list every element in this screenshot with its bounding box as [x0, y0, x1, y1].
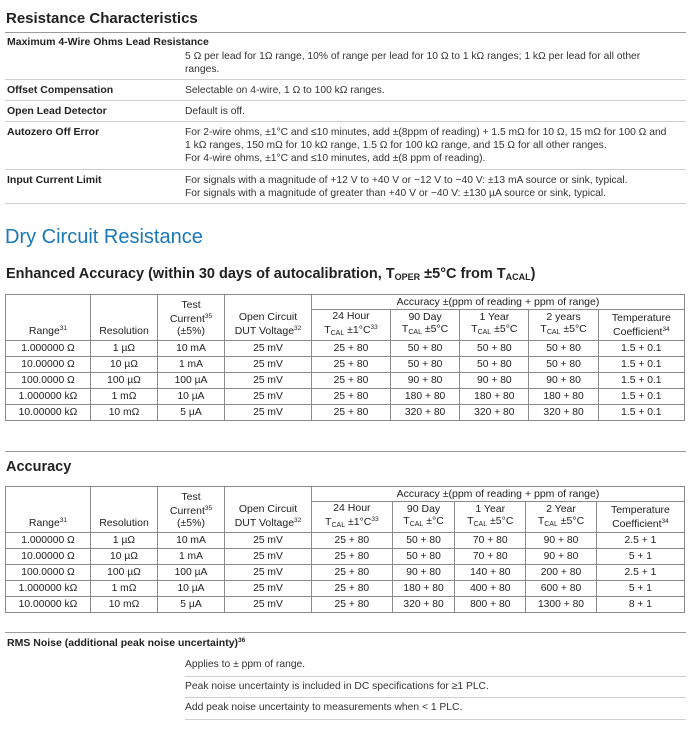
row-divider — [5, 79, 686, 80]
table-cell: 100.0000 Ω — [6, 565, 91, 581]
table-cell: 140 + 80 — [455, 565, 526, 581]
header-text: 1 Year — [475, 503, 506, 515]
table-cell: 25 + 80 — [312, 389, 391, 405]
heading-text: ) — [530, 266, 536, 282]
col-header-open-circuit — [225, 487, 312, 533]
table-row — [6, 405, 685, 421]
table-cell: 320 + 80 — [529, 405, 598, 421]
spec-line: Selectable on 4-wire, 1 Ω to 100 kΩ ranges. — [185, 85, 385, 96]
table-cell: 5 µA — [158, 597, 225, 613]
header-text: T — [401, 323, 409, 335]
col-group-accuracy: Accuracy ±(ppm of reading + ppm of range) — [312, 487, 685, 502]
header-subscript: CAL — [331, 522, 346, 529]
enhanced-accuracy-heading — [6, 266, 535, 282]
table-row — [6, 533, 685, 549]
rms-noise-line: Add peak noise uncertainty to measurements when < 1 PLC. — [185, 702, 463, 713]
footnote-ref: 32 — [294, 517, 302, 524]
table-cell: 50 + 80 — [392, 549, 455, 565]
table-cell: 10.00000 kΩ — [6, 597, 91, 613]
row-divider — [185, 697, 686, 698]
table-cell: 1 mA — [158, 549, 225, 565]
table-cell: 180 + 80 — [390, 389, 459, 405]
col-group-accuracy: Accuracy ±(ppm of reading + ppm of range) — [312, 295, 685, 310]
header-text: ±5°C — [560, 323, 587, 335]
footnote-ref: 31 — [59, 517, 68, 524]
table-cell: 1.5 + 0.1 — [598, 341, 684, 357]
table-cell: 25 + 80 — [312, 565, 393, 581]
header-text: ±5°C — [421, 323, 449, 335]
table-cell: 10 µA — [158, 581, 225, 597]
header-text: Test — [181, 491, 201, 503]
table-cell: 1 µΩ — [91, 533, 158, 549]
header-text: Range — [28, 325, 60, 337]
table-cell: 10 mΩ — [91, 405, 158, 421]
table-row — [6, 581, 685, 597]
spec-line: 1 kΩ ranges, 150 mΩ for 10 kΩ range, 1.5 Ω for 100 kΩ range, and 15 Ω for all other ranges. — [185, 140, 607, 151]
spec-line: For 2-wire ohms, ±1°C and ≤10 minutes, add ±(8ppm of reading) + 1.5 mΩ for 10 Ω, 15 mΩ for 100 Ω and — [185, 127, 667, 138]
table-cell: 90 + 80 — [526, 549, 597, 565]
table-row — [6, 373, 685, 389]
table-cell: 50 + 80 — [392, 533, 455, 549]
table-cell: 25 + 80 — [312, 597, 393, 613]
spec-label-autozero: Autozero Off Error — [7, 126, 100, 138]
header-text: 1 Year — [479, 311, 510, 323]
spec-value-offset-compensation — [185, 84, 685, 97]
spec-line: 5 Ω per lead for 1Ω range, 10% of range per lead for 10 Ω to 1 kΩ ranges; 1 kΩ per lead for all other — [185, 51, 641, 62]
header-text: T — [471, 323, 478, 335]
table-cell: 1.5 + 0.1 — [598, 373, 684, 389]
table-cell: 50 + 80 — [390, 357, 459, 373]
table-cell: 90 + 80 — [392, 565, 455, 581]
header-text: Resolution — [99, 325, 149, 337]
spec-line: For signals with a magnitude of greater than +40 V or −40 V: ±130 µA source or sink, typical. — [185, 188, 607, 199]
header-text: Resolution — [99, 517, 149, 529]
table-cell: 1300 + 80 — [526, 597, 597, 613]
header-text: ±1°C — [345, 516, 372, 528]
spec-line: ranges. — [185, 64, 220, 75]
col-header-test-current — [158, 295, 225, 341]
divider — [5, 32, 686, 33]
footnote-ref: 35 — [204, 313, 213, 320]
header-text: ±1°C — [344, 324, 371, 336]
table-cell: 1 mA — [158, 357, 225, 373]
rms-noise-line: Peak noise uncertainty is included in DC specifications for ≥1 PLC. — [185, 681, 489, 692]
rms-noise-line: Applies to ± ppm of range. — [185, 659, 306, 670]
table-cell: 10 mA — [158, 341, 225, 357]
table-cell: 70 + 80 — [455, 549, 526, 565]
table-cell: 25 mV — [225, 405, 312, 421]
header-text: 2 Year — [546, 503, 576, 515]
row-divider — [185, 719, 686, 720]
spec-label-lead-resistance: Maximum 4-Wire Ohms Lead Resistance — [7, 36, 209, 48]
table-cell: 5 + 1 — [596, 581, 684, 597]
table-cell: 25 mV — [225, 581, 312, 597]
table-cell: 50 + 80 — [529, 341, 598, 357]
table-cell: 10.00000 Ω — [6, 357, 91, 373]
header-text: 24 Hour — [333, 502, 371, 514]
header-text: Coefficient — [612, 518, 662, 530]
table-cell: 25 + 80 — [312, 533, 393, 549]
spec-value-autozero — [185, 126, 685, 165]
accuracy-table-body — [6, 533, 685, 613]
table-cell: 25 mV — [225, 565, 312, 581]
table-cell: 50 + 80 — [460, 341, 529, 357]
table-cell: 10 µΩ — [91, 549, 158, 565]
col-header-test-current — [158, 487, 225, 533]
table-row — [6, 389, 685, 405]
accuracy-heading: Accuracy — [6, 459, 72, 475]
header-text: T — [325, 516, 332, 528]
header-text: Current — [169, 505, 205, 517]
header-text: T — [467, 515, 474, 527]
header-text: DUT Voltage — [234, 325, 295, 337]
col-header-90-day — [390, 310, 459, 341]
col-header-resolution — [91, 295, 158, 341]
table-cell: 100 µA — [158, 373, 225, 389]
header-text: ±5°C — [487, 515, 514, 527]
table-cell: 25 + 80 — [312, 373, 391, 389]
col-header-2-year — [526, 502, 597, 533]
header-text: 90 Day — [406, 503, 441, 515]
table-cell: 25 mV — [225, 341, 312, 357]
table-cell: 400 + 80 — [455, 581, 526, 597]
spec-value-open-lead — [185, 105, 685, 118]
header-text: (±5%) — [177, 325, 205, 337]
table-cell: 90 + 80 — [526, 533, 597, 549]
table-cell: 200 + 80 — [526, 565, 597, 581]
section-title: Resistance Characteristics — [6, 10, 198, 27]
table-cell: 5 µA — [158, 405, 225, 421]
table-cell: 320 + 80 — [390, 405, 459, 421]
table-cell: 100 µΩ — [91, 373, 158, 389]
table-cell: 320 + 80 — [392, 597, 455, 613]
header-subscript: CAL — [546, 329, 561, 336]
table-cell: 90 + 80 — [529, 373, 598, 389]
table-cell: 180 + 80 — [529, 389, 598, 405]
row-divider — [5, 203, 686, 204]
table-cell: 1.000000 Ω — [6, 533, 91, 549]
table-cell: 1.000000 Ω — [6, 341, 91, 357]
table-cell: 1.5 + 0.1 — [598, 405, 684, 421]
col-header-resolution — [91, 487, 158, 533]
col-header-1-year — [460, 310, 529, 341]
footnote-ref: 34 — [661, 518, 669, 525]
col-header-90-day — [392, 502, 455, 533]
header-text: T — [403, 515, 410, 527]
table-row — [6, 357, 685, 373]
table-cell: 25 + 80 — [312, 341, 391, 357]
header-text: Test — [181, 299, 201, 311]
table-cell: 1.000000 kΩ — [6, 389, 91, 405]
header-subscript: CAL — [473, 521, 488, 528]
col-header-temperature-coefficient — [596, 502, 684, 533]
spec-line: Default is off. — [185, 106, 245, 117]
row-divider — [5, 121, 686, 122]
header-text: Temperature — [610, 504, 670, 516]
table-cell: 2.5 + 1 — [596, 565, 684, 581]
table-row — [6, 565, 685, 581]
table-cell: 25 mV — [225, 533, 312, 549]
spec-label-offset-compensation: Offset Compensation — [7, 84, 114, 96]
header-text: T — [540, 323, 547, 335]
enhanced-table-body — [6, 341, 685, 421]
table-cell: 8 + 1 — [596, 597, 684, 613]
table-cell: 50 + 80 — [390, 341, 459, 357]
enhanced-accuracy-table — [5, 294, 685, 421]
header-text: Open Circuit — [238, 311, 298, 323]
table-cell: 25 + 80 — [312, 357, 391, 373]
heading-text: Enhanced Accuracy (within 30 days of autocalibration, T — [6, 266, 395, 282]
table-cell: 100 µΩ — [91, 565, 158, 581]
col-header-range — [6, 295, 91, 341]
header-text: 24 Hour — [332, 310, 370, 322]
footnote-ref: 34 — [662, 326, 670, 333]
header-subscript: CAL — [544, 521, 558, 528]
table-cell: 90 + 80 — [460, 373, 529, 389]
row-divider — [5, 100, 686, 101]
footnote-ref: 33 — [370, 324, 378, 331]
header-text: ±°C — [423, 515, 444, 527]
spec-line: For signals with a magnitude of +12 V to +40 V or −12 V to −40 V: ±13 mA source or sink, typical. — [185, 175, 628, 186]
header-text: Range — [28, 517, 60, 529]
table-cell: 180 + 80 — [392, 581, 455, 597]
header-text: ±5°C — [491, 323, 518, 335]
table-cell: 50 + 80 — [529, 357, 598, 373]
table-cell: 1.5 + 0.1 — [598, 389, 684, 405]
table-cell: 25 mV — [225, 549, 312, 565]
footnote-ref: 36 — [238, 637, 246, 644]
col-header-2-years — [529, 310, 598, 341]
header-text: 90 Day — [408, 311, 442, 323]
footnote-ref: 35 — [204, 505, 213, 512]
table-cell: 10.00000 Ω — [6, 549, 91, 565]
header-text: ±5°C — [557, 515, 585, 527]
table-cell: 25 + 80 — [312, 581, 393, 597]
table-cell: 25 + 80 — [312, 549, 393, 565]
table-row — [6, 549, 685, 565]
header-text: Temperature — [611, 312, 671, 324]
table-cell: 50 + 80 — [460, 357, 529, 373]
row-divider — [185, 676, 686, 677]
table-cell: 25 + 80 — [312, 405, 391, 421]
header-subscript: CAL — [409, 521, 424, 528]
table-cell: 10.00000 kΩ — [6, 405, 91, 421]
spec-label-input-current: Input Current Limit — [7, 174, 102, 186]
table-cell: 25 mV — [225, 389, 312, 405]
header-text: (±5%) — [177, 517, 205, 529]
header-subscript: CAL — [408, 329, 422, 336]
header-subscript: CAL — [330, 330, 345, 337]
footnote-ref: 33 — [371, 516, 379, 523]
header-text: Coefficient — [613, 326, 663, 338]
header-text: Current — [169, 313, 205, 325]
header-text: Open Circuit — [238, 503, 298, 515]
header-text: T — [537, 515, 545, 527]
table-cell: 1.000000 kΩ — [6, 581, 91, 597]
table-cell: 600 + 80 — [526, 581, 597, 597]
header-text: 2 years — [546, 311, 581, 323]
heading-subscript: OPER — [394, 272, 421, 282]
divider — [5, 451, 686, 452]
header-text: T — [324, 324, 331, 336]
table-cell: 25 mV — [225, 357, 312, 373]
table-cell: 10 µΩ — [91, 357, 158, 373]
table-cell: 800 + 80 — [455, 597, 526, 613]
table-cell: 10 mA — [158, 533, 225, 549]
table-cell: 100.0000 Ω — [6, 373, 91, 389]
table-cell: 320 + 80 — [460, 405, 529, 421]
table-cell: 1 mΩ — [91, 389, 158, 405]
footnote-ref: 32 — [294, 325, 302, 332]
table-cell: 10 mΩ — [91, 597, 158, 613]
spec-value-lead-resistance — [185, 50, 685, 76]
table-cell: 70 + 80 — [455, 533, 526, 549]
table-cell: 5 + 1 — [596, 549, 684, 565]
header-text: DUT Voltage — [234, 517, 295, 529]
footnote-ref: 31 — [59, 325, 68, 332]
spec-line: For 4-wire ohms, ±1°C and ≤10 minutes, add ±(8 ppm of reading). — [185, 153, 486, 164]
table-cell: 180 + 80 — [460, 389, 529, 405]
table-cell: 100 µA — [158, 565, 225, 581]
label-text: RMS Noise (additional peak noise uncertainty) — [7, 637, 239, 649]
col-header-open-circuit — [225, 295, 312, 341]
table-cell: 2.5 + 1 — [596, 533, 684, 549]
table-row — [6, 597, 685, 613]
spec-value-input-current — [185, 174, 685, 200]
heading-text: ±5°C from T — [420, 266, 506, 282]
divider — [5, 632, 686, 633]
dry-circuit-heading: Dry Circuit Resistance — [5, 226, 203, 248]
accuracy-table — [5, 486, 685, 613]
col-header-temperature-coefficient — [598, 310, 684, 341]
table-cell: 1 mΩ — [91, 581, 158, 597]
col-header-range — [6, 487, 91, 533]
rms-noise-label — [7, 637, 245, 649]
table-cell: 1 µΩ — [91, 341, 158, 357]
table-cell: 10 µA — [158, 389, 225, 405]
heading-subscript: ACAL — [505, 272, 531, 282]
col-header-24-hour — [312, 310, 391, 341]
table-cell: 1.5 + 0.1 — [598, 357, 684, 373]
table-row — [6, 341, 685, 357]
table-cell: 90 + 80 — [390, 373, 459, 389]
row-divider — [5, 169, 686, 170]
header-subscript: CAL — [477, 329, 492, 336]
col-header-1-year — [455, 502, 526, 533]
col-header-24-hour — [312, 502, 393, 533]
table-cell: 25 mV — [225, 373, 312, 389]
table-cell: 25 mV — [225, 597, 312, 613]
spec-label-open-lead: Open Lead Detector — [7, 105, 107, 117]
